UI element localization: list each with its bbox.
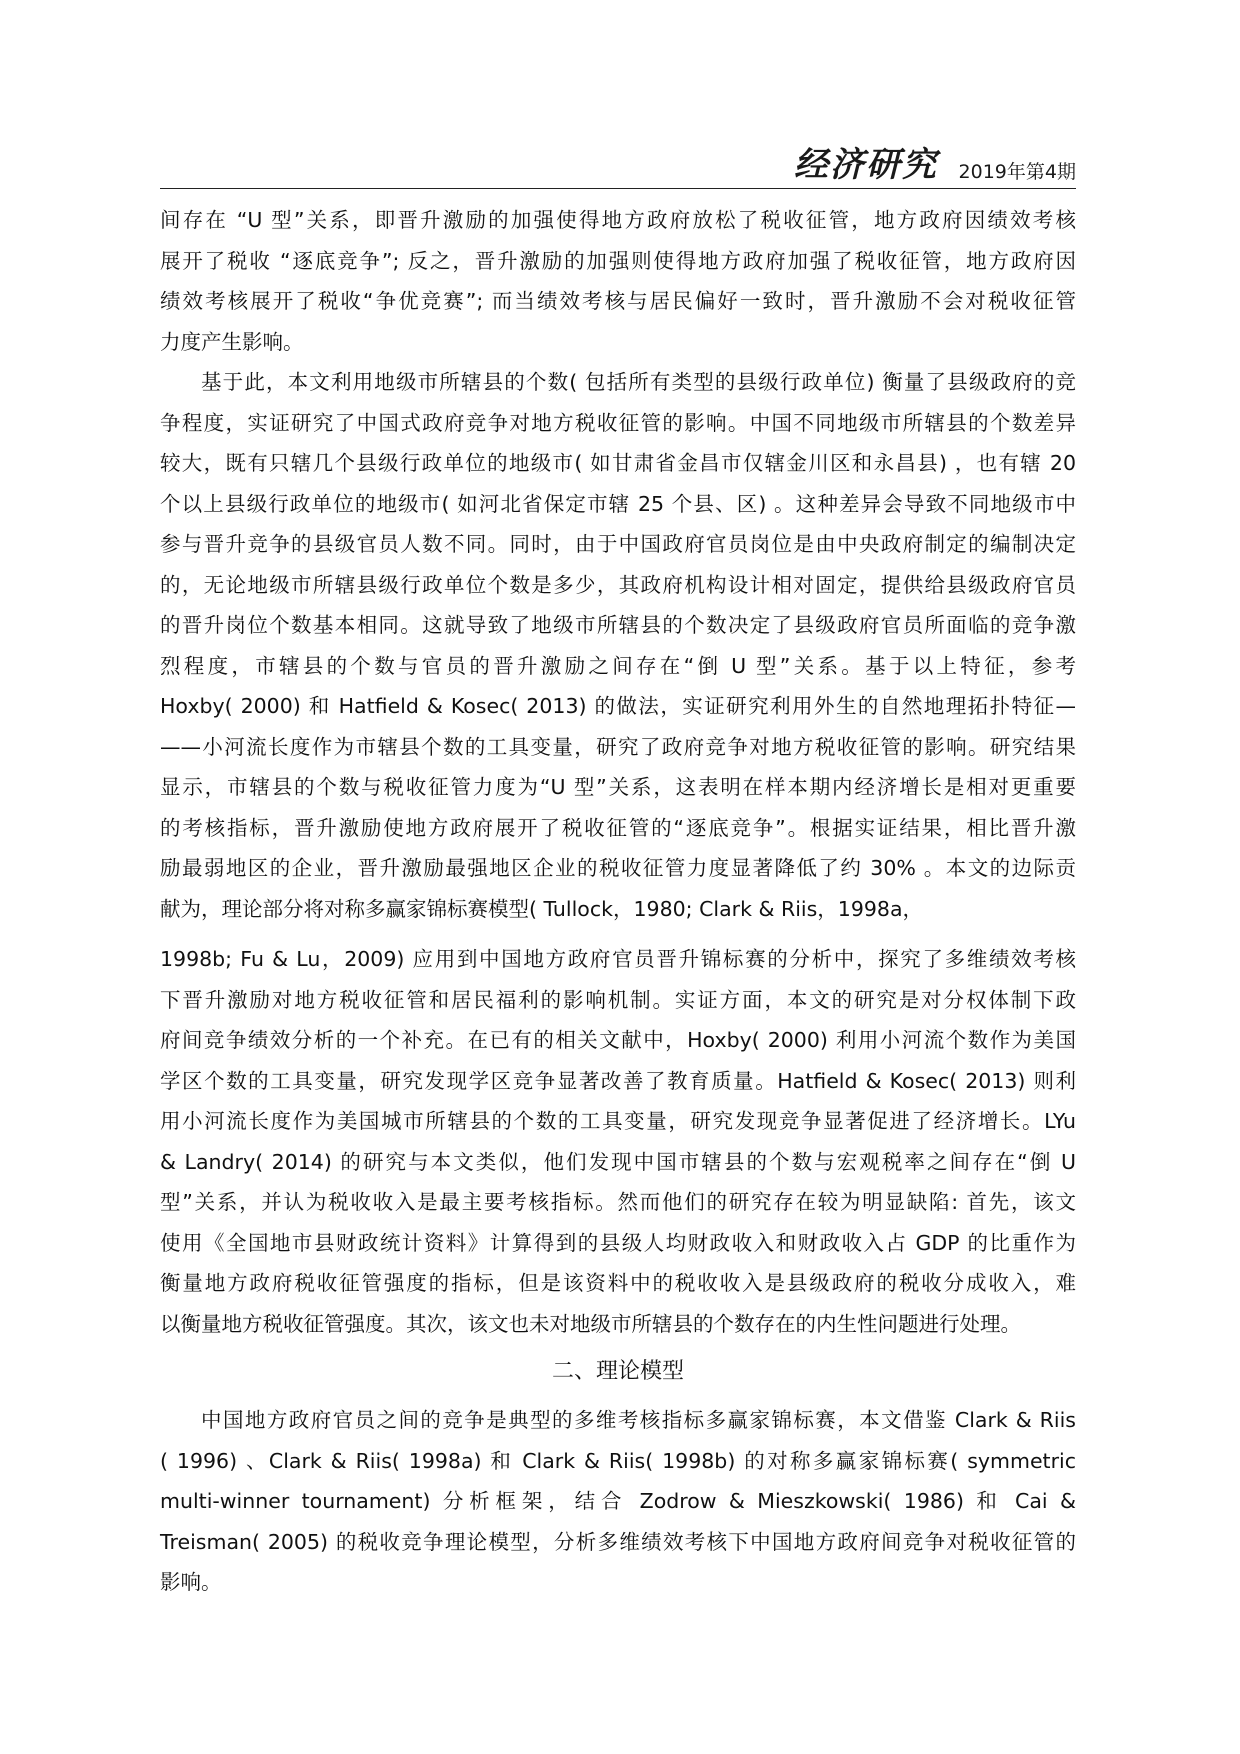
section-heading: 二、理论模型	[551, 1359, 684, 1384]
text-line: 力度产生影响。	[160, 329, 304, 354]
text-line: 献为，理论部分将对称多赢家锦标赛模型( Tullock，1980; Clark & Riis，1998a，	[160, 896, 924, 921]
paragraph-1	[160, 200, 1076, 362]
text-line: 的考核指标，晋升激励使地方政府展开了税收征管的“逐底竞争”。根据实证结果，相比晋升激	[160, 815, 1076, 840]
text-line: & Landry( 2014) 的研究与本文类似，他们发现中国市辖县的个数与宏观税率之间存在“倒 U	[160, 1149, 1076, 1174]
text-line: 的，无论地级市所辖县级行政单位个数是多少，其政府机构设计相对固定，提供给县级政府官员	[160, 572, 1076, 597]
text-line: 参与晋升竞争的县级官员人数不同。同时，由于中国政府官员岗位是由中央政府制定的编制决定	[160, 532, 1076, 556]
text-line: 间存在 “U 型”关系，即晋升激励的加强使得地方政府放松了税收征管，地方政府因绩效考核	[160, 208, 1076, 232]
text-line: 基于此，本文利用地级市所辖县的个数( 包括所有类型的县级行政单位) 衡量了县级政府的竞	[201, 370, 1076, 394]
text-line: 下晋升激励对地方税收征管和居民福利的影响机制。实证方面，本文的研究是对分权体制下政	[160, 987, 1076, 1012]
text-line: 较大，既有只辖几个县级行政单位的地级市( 如甘肃省金昌市仅辖金川区和永昌县) ，也有辖 20	[160, 451, 1076, 475]
text-line: 以衡量地方税收征管强度。其次，该文也未对地级市所辖县的个数存在的内生性问题进行处理。	[160, 1311, 1021, 1336]
paragraph-3	[160, 939, 1076, 1344]
text-line: 争程度，实证研究了中国式政府竞争对地方税收征管的影响。中国不同地级市所辖县的个数差异	[160, 410, 1076, 435]
text-line: 衡量地方政府税收征管强度的指标，但是该资料中的税收收入是县级政府的税收分成收入，难	[160, 1271, 1076, 1295]
text-line: 显示，市辖县的个数与税收征管力度为“U 型”关系，这表明在样本期内经济增长是相对更重要	[160, 775, 1076, 799]
text-line: ( 1996) 、Clark & Riis( 1998a) 和 Clark & Riis( 1998b) 的对称多赢家锦标赛( symmetric	[160, 1448, 1076, 1473]
paragraph-2	[160, 362, 1076, 929]
text-line: 的晋升岗位个数基本相同。这就导致了地级市所辖县的个数决定了县级政府官员所面临的竞争激	[160, 613, 1076, 637]
text-line: 用小河流长度作为美国城市所辖县的个数的工具变量，研究发现竞争显著促进了经济增长。LYu	[160, 1109, 1076, 1133]
text-line: 影响。	[160, 1570, 222, 1594]
text-line: Hoxby( 2000) 和 Hatfield & Kosec( 2013) 的做法，实证研究利用外生的自然地理拓扑特征—	[160, 694, 1076, 718]
text-line: 中国地方政府官员之间的竞争是典型的多维考核指标多赢家锦标赛，本文借鉴 Clark & Riis	[201, 1408, 1076, 1432]
text-line: 展开了税收 “逐底竞争”; 反之，晋升激励的加强则使得地方政府加强了税收征管，地方政府因	[160, 248, 1076, 273]
text-line: 绩效考核展开了税收“争优竞赛”; 而当绩效考核与居民偏好一致时，晋升激励不会对税收征管	[160, 289, 1076, 313]
paragraph-4	[160, 1400, 1076, 1603]
text-line: 学区个数的工具变量，研究发现学区竞争显著改善了教育质量。Hatfield & Kosec( 2013) 则利	[160, 1068, 1076, 1093]
journal-name: 经济研究	[794, 145, 938, 185]
article-body	[160, 200, 1076, 1603]
text-line: 1998b; Fu & Lu，2009) 应用到中国地方政府官员晋升锦标赛的分析中，探究了多维绩效考核	[160, 947, 1076, 971]
text-line: multi-winner tournament) 分析框架，结合 Zodrow & Mieszkowski( 1986) 和 Cai &	[160, 1489, 1076, 1513]
text-line: 励最弱地区的企业，晋升激励最强地区企业的税收征管力度显著降低了约 30% 。本文的边际贡	[160, 856, 1076, 880]
text-line: ——小河流长度作为市辖县个数的工具变量，研究了政府竞争对地方税收征管的影响。研究结果	[160, 734, 1076, 759]
issue-number: 2019年第4期	[958, 161, 1076, 183]
text-line: Treisman( 2005) 的税收竞争理论模型，分析多维绩效考核下中国地方政府间竞争对税收征管的	[160, 1529, 1076, 1554]
text-line: 使用《全国地市县财政统计资料》计算得到的县级人均财政收入和财政收入占 GDP 的比重作为	[160, 1230, 1076, 1255]
text-line: 型”关系，并认为税收收入是最主要考核指标。然而他们的研究存在较为明显缺陷: 首先，该文	[160, 1190, 1076, 1214]
text-line: 府间竞争绩效分析的一个补充。在已有的相关文献中，Hoxby( 2000) 利用小河流个数作为美国	[160, 1028, 1076, 1052]
text-line: 个以上县级行政单位的地级市( 如河北省保定市辖 25 个县、区) 。这种差异会导致不同地级市中	[160, 491, 1076, 516]
text-line: 烈程度，市辖县的个数与官员的晋升激励之间存在“倒 U 型”关系。基于以上特征，参考	[160, 653, 1076, 678]
page-header	[160, 146, 1076, 189]
